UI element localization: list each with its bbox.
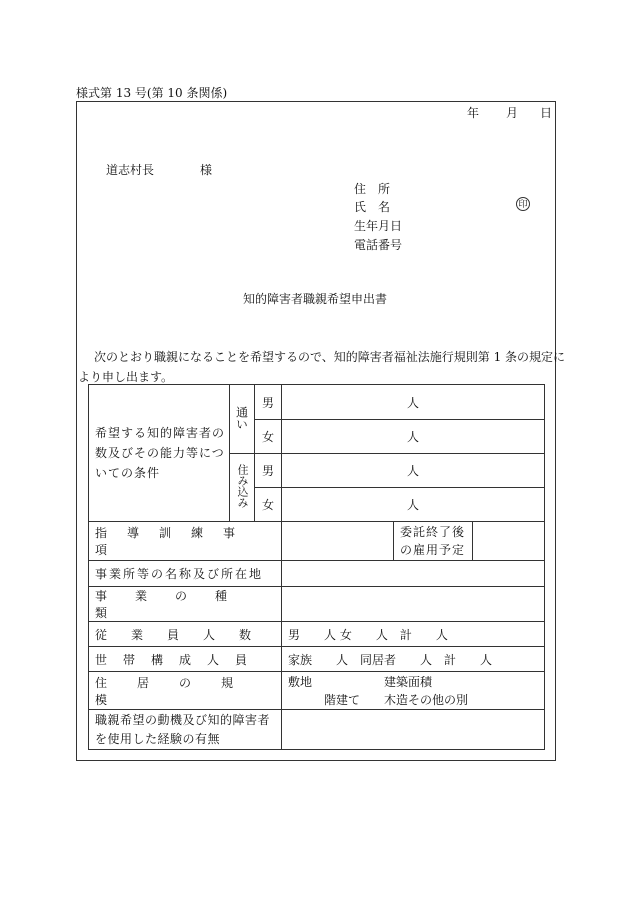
residence-label: 住居の規模	[89, 672, 282, 710]
live-in-female-persons: 人	[282, 488, 545, 522]
after-contract-value	[473, 522, 545, 561]
date-day-label: 日	[540, 106, 553, 120]
seal-icon: 印	[516, 197, 530, 211]
body-text-line2: より申し出ます。	[78, 370, 174, 384]
live-in-male-persons: 人	[282, 454, 545, 488]
guidance-value	[282, 522, 394, 561]
body-text-line1: 次のとおり職親になることを希望するので、知的障害者福祉法施行規則第 1 条の規定に	[94, 350, 566, 364]
motive-value	[282, 710, 545, 750]
date-year-label: 年	[467, 106, 480, 120]
business-label: 事業の種類	[89, 587, 282, 622]
commute-label: 通い	[230, 385, 255, 454]
commute-female-persons: 人	[282, 420, 545, 454]
document-title: 知的障害者職親希望申出書	[243, 292, 388, 306]
residence-line2: 階建て 木造その他の別	[324, 692, 469, 707]
addressee-name: 道志村長	[106, 163, 155, 177]
after-contract-label: 委託終了後の雇用予定	[394, 522, 473, 561]
residence-value	[282, 672, 545, 710]
live-in-male-label: 男	[255, 454, 282, 488]
office-value	[282, 561, 545, 587]
guidance-label: 指導訓練事項	[89, 522, 282, 561]
commute-male-persons: 人	[282, 385, 545, 420]
addressee-suffix: 様	[200, 163, 213, 177]
employees-value: 男 人 女 人 計 人	[282, 622, 545, 647]
employees-label: 従業員人数	[89, 622, 282, 647]
commute-male-label: 男	[255, 385, 282, 420]
live-in-label: 住み込み	[230, 454, 255, 522]
condition-label: 希望する知的障害者の数及びその能力等についての条件	[89, 385, 230, 522]
applicant-address-label: 住 所	[354, 182, 391, 196]
applicant-name-label: 氏 名	[354, 200, 391, 214]
date-month-label: 月	[506, 106, 519, 120]
applicant-phone-label: 電話番号	[354, 238, 403, 252]
residence-line1: 敷地 建築面積	[288, 674, 433, 689]
form-reference: 様式第 13 号(第 10 条関係)	[76, 86, 228, 100]
application-table	[88, 384, 545, 750]
business-value	[282, 587, 545, 622]
applicant-birth-label: 生年月日	[354, 219, 403, 233]
motive-label: 職親希望の動機及び知的障害者を使用した経験の有無	[89, 710, 282, 750]
live-in-female-label: 女	[255, 488, 282, 522]
commute-female-label: 女	[255, 420, 282, 454]
household-label: 世帯構成人員	[89, 647, 282, 672]
office-label: 事業所等の名称及び所在地	[89, 561, 282, 587]
household-value: 家族 人 同居者 人 計 人	[282, 647, 545, 672]
